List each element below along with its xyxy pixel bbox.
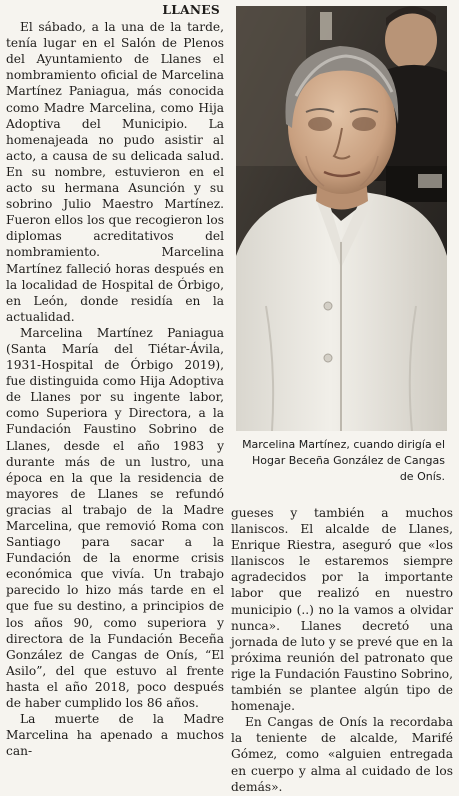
article-paragraph: En Cangas de Onís la recordaba la teniente de alcalde, Marifé Gómez, como «alguien entregada en cuerpo y alma al cuidado de los demás».	[231, 715, 453, 794]
dateline: LLANES	[162, 3, 220, 17]
article-column-right	[231, 505, 453, 795]
photo-caption: Marcelina Martínez, cuando dirigía el Hogar Beceña González de Cangas de Onís.	[242, 438, 445, 483]
article-paragraph: gueses y también a muchos llaniscos. El alcalde de Llanes, Enrique Riestra, aseguró que «los llaniscos le estaremos siempre agradecidos por la importante labor que realizó en nuestro municipio (..) no la vamos a olvidar nunca». Llanes decretó una jornada de luto y se prevé que en la próxima reunión del patronato que rige la Fundación Faustino Sobrino, también se plantee algún tipo de homenaje.	[231, 506, 453, 714]
article-column-left	[6, 2, 224, 759]
article-paragraph: La muerte de la Madre Marcelina ha apenado a muchos can-	[6, 712, 224, 759]
article-paragraph: El sábado, a la una de la tarde, tenía lugar en el Salón de Plenos del Ayuntamiento de Llanes el nombramiento oficial de Marcelina Martínez Paniagua, más conocida como Madre Marcelina, como Hija Adoptiva del Municipio. La homenajeada no pudo asistir al acto, a causa de su delicada salud. En su nombre, estuvieron en el acto su hermana Asunción y su sobrino Julio Maestro Martínez. Fueron ellos los que recogieron los diplomas acreditativos del nombramiento. Marcelina Martínez falleció horas después en la localidad de Hospital de Órbigo, en León, donde residía en la actualidad.	[6, 20, 224, 324]
portrait-illustration	[236, 6, 447, 431]
article-paragraph: Marcelina Martínez Paniagua (Santa María del Tiétar-Ávila, 1931-Hospital de Órbigo 2019), fue distinguida como Hija Adoptiva de Llanes por su ingente labor, como Superiora y Directora, a la Fundación Faustino Sobrino de Llanes, desde el año 1983 y durante más de un lustro, una época en la que la residencia de mayores de Llanes se refundó gracias al trabajo de la Madre Marcelina, que removió Roma con Santiago para sacar a la Fundación de la enorme crisis económica que vivía. Un trabajo parecido lo hizo más tarde en el que fue su destino, a principios de los años 90, como superiora y directora de la Fundación Beceña González de Cangas de Onís, “El Asilo”, del que estuvo al frente hasta el año 2018, poco después de haber cumplido los 86 años.	[6, 325, 224, 711]
portrait-photo	[236, 6, 447, 431]
